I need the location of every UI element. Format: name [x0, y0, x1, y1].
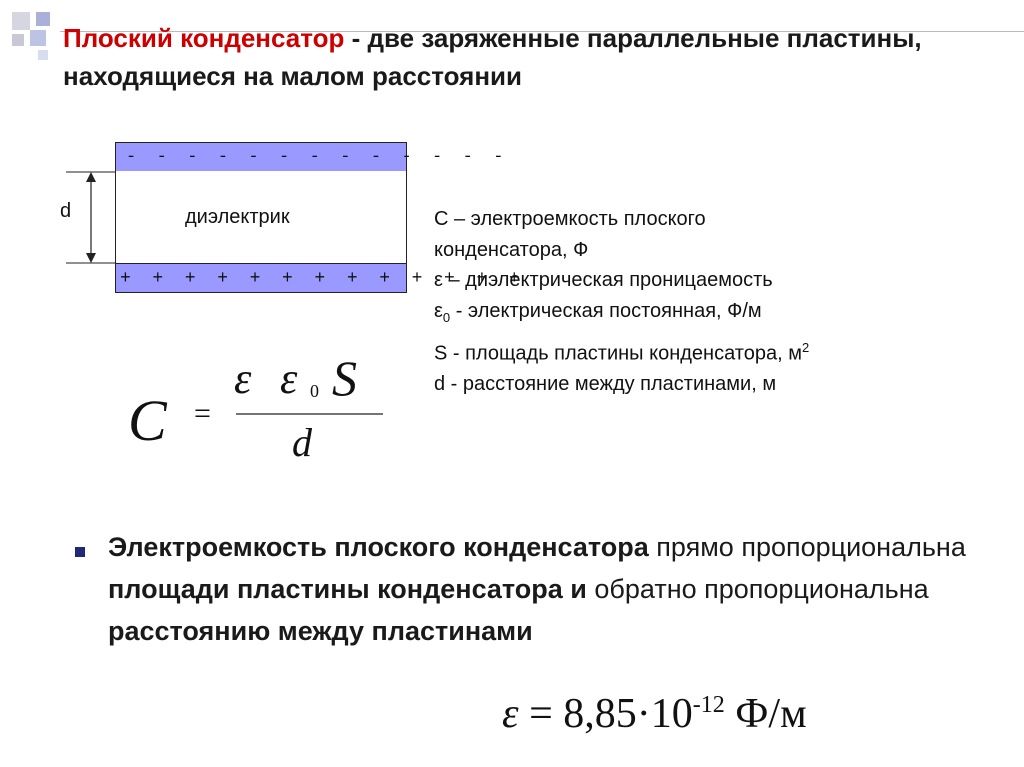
bullet-statement: [108, 526, 1008, 652]
positive-plate: + + + + + + + + + + + + +: [115, 263, 407, 293]
definitions-list: [434, 204, 809, 400]
bullet-text-1: прямо пропорциональна: [648, 532, 966, 562]
definition-capacitance: С – электроемкость плоского: [434, 208, 706, 230]
slide-title: [63, 19, 963, 95]
bullet-bold-4: расстоянию между пластинами: [108, 616, 533, 646]
definition-area: [434, 333, 809, 369]
bullet-text-2: обратно пропорциональна: [586, 574, 929, 604]
formula-area: S: [332, 350, 357, 406]
eps0-symbol: ε: [434, 299, 443, 322]
epsilon-value: = 8,85·10: [518, 691, 693, 737]
epsilon-exponent: -12: [692, 692, 725, 718]
arrow-head-up: [86, 172, 96, 182]
bullet-bold-2: площади пластины конденсатора: [108, 574, 563, 604]
title-highlight: Плоский конденсатор: [63, 23, 345, 53]
bullet-marker: [75, 547, 85, 557]
formula-eps0-sub: 0: [310, 381, 319, 401]
eps0-subscript: 0: [442, 309, 451, 325]
arrow-head-down: [86, 253, 96, 263]
eps0-description: - электрическая постоянная, Ф/м: [450, 299, 762, 322]
formula-eps0: ε: [280, 354, 298, 403]
definition-electric-constant: [434, 296, 809, 334]
formula-lhs: C: [128, 388, 167, 453]
epsilon-unit: Ф/м: [724, 691, 807, 737]
bullet-bold-3: и: [562, 574, 587, 604]
area-exponent: 2: [801, 340, 810, 355]
bullet-bold-1: Электроемкость плоского конденсатора: [108, 532, 649, 562]
area-description: S - площадь пластины конденсатора, м: [434, 342, 802, 365]
distance-label: d: [60, 200, 72, 222]
formula-eps: ε: [234, 354, 252, 403]
negative-plate: - - - - - - - - - - - - -: [115, 142, 407, 172]
title-rest: - две заряженные параллельные пластины, находящиеся на малом расстоянии: [63, 23, 922, 91]
epsilon-symbol: ε: [502, 691, 519, 737]
definition-distance: d - расстояние между пластинами, м: [434, 373, 777, 396]
definition-permittivity: ε – диэлектрическая проницаемость: [434, 269, 773, 291]
dielectric-label: диэлектрик: [185, 206, 290, 228]
formula-equals: =: [194, 397, 211, 430]
epsilon-constant: [502, 690, 807, 738]
formula-denominator: d: [292, 420, 312, 465]
definition-capacitance-unit: конденсатора, Ф: [434, 238, 589, 261]
